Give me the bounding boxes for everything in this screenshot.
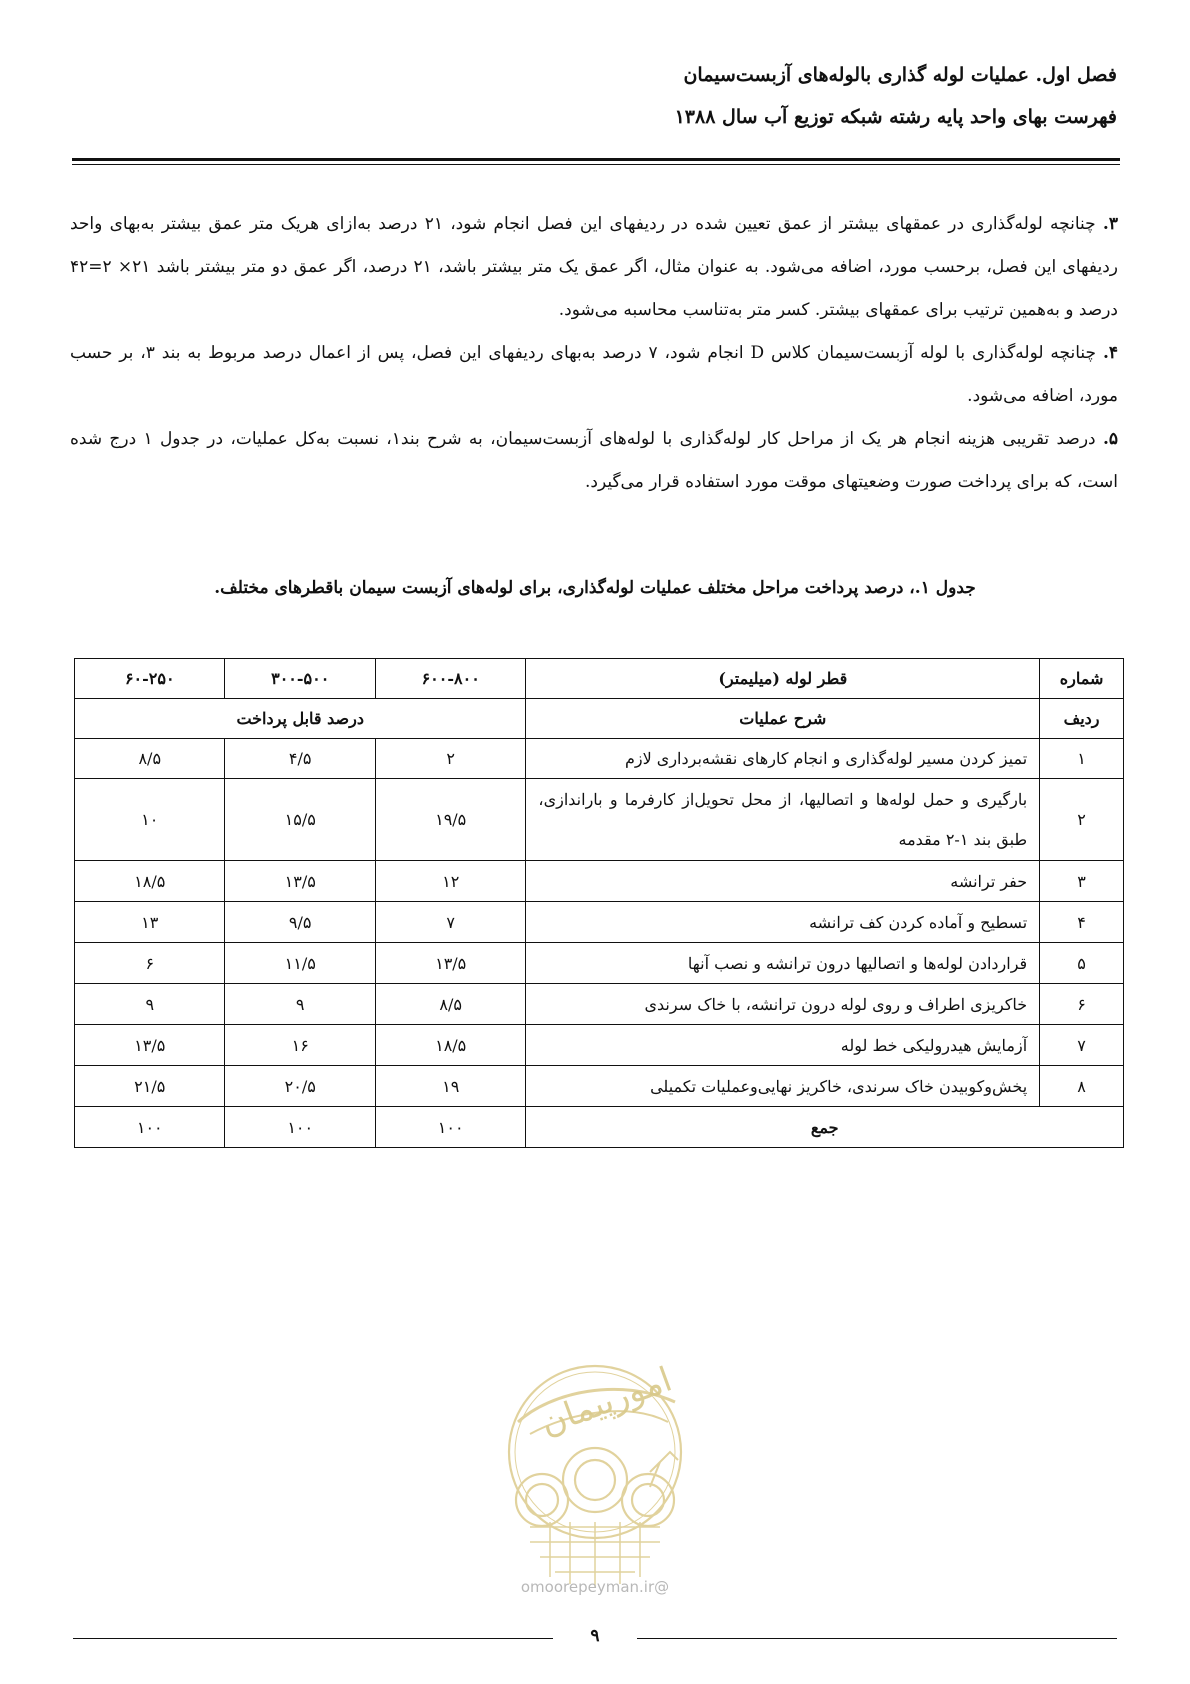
paragraph-4 [70,332,1118,418]
value-60-250: ۱۰ [75,779,225,861]
total-300-500: ۱۰۰ [225,1107,375,1148]
watermark-logo-text: امورپیمان [535,1359,678,1444]
table-row [75,984,1124,1025]
chapter-title: فصل اول. عملیات لوله گذاری بالوله‌های آزبست‌سیمان [683,64,1117,86]
table-row [75,1066,1124,1107]
operation-description: تسطیح و آماده کردن کف ترانشه [526,902,1040,943]
paragraph-number: ۳. [1102,214,1118,234]
table-row [75,1025,1124,1066]
value-600-800: ۷ [375,902,525,943]
value-300-500: ۹/۵ [225,902,375,943]
header-rule-thick [72,158,1120,161]
operation-description: آزمایش هیدرولیکی خط لوله [526,1025,1040,1066]
value-300-500: ۹ [225,984,375,1025]
value-600-800: ۱۲ [375,861,525,902]
total-600-800: ۱۰۰ [375,1107,525,1148]
value-60-250: ۸/۵ [75,739,225,779]
operation-description: خاکریزی اطراف و روی لوله درون ترانشه، با خاک سرندی [526,984,1040,1025]
footer-rule-left [73,1638,553,1639]
table-row [75,739,1124,779]
payment-percentage-table [74,658,1124,1148]
page-header [67,58,1117,134]
total-60-250: ۱۰۰ [75,1107,225,1148]
value-60-250: ۶ [75,943,225,984]
watermark-logo [500,1352,690,1602]
body-paragraphs [70,203,1118,504]
description-header: شرح عملیات [526,699,1040,739]
page-number: ۹ [590,1626,600,1646]
operation-description: بارگیری و حمل لوله‌ها و اتصالیها، از محل تحویل‌از کارفرما و باراندازی، طبق بند ۱-۲ مقدمه [526,779,1040,861]
operation-description: پخش‌وکوبیدن خاک سرندی، خاکریز نهایی‌وعملیات تکمیلی [526,1066,1040,1107]
row-number: ۳ [1040,861,1124,902]
table-header-row [75,659,1124,699]
value-300-500: ۱۶ [225,1025,375,1066]
header-rule-thin [72,164,1120,165]
table-row [75,861,1124,902]
row-number-header: شماره [1040,659,1124,699]
watermark-site: @omoorepeyman.ir [520,1578,670,1596]
value-300-500: ۲۰/۵ [225,1066,375,1107]
diameter-header: قطر لوله (میلیمتر) [526,659,1040,699]
value-600-800: ۸/۵ [375,984,525,1025]
value-60-250: ۲۱/۵ [75,1066,225,1107]
value-300-500: ۱۱/۵ [225,943,375,984]
row-number: ۱ [1040,739,1124,779]
diameter-col-600-800: ۶۰۰-۸۰۰ [375,659,525,699]
row-number: ۵ [1040,943,1124,984]
diameter-col-60-250: ۶۰-۲۵۰ [75,659,225,699]
value-60-250: ۹ [75,984,225,1025]
value-300-500: ۴/۵ [225,739,375,779]
value-60-250: ۱۸/۵ [75,861,225,902]
payable-percent-header: درصد قابل پرداخت [75,699,526,739]
value-60-250: ۱۳ [75,902,225,943]
paragraph-text: درصد تقریبی هزینه انجام هر یک از مراحل کار لوله‌گذاری با لوله‌های آزبست‌سیمان، به شرح بند۱، نسبت به‌کل عملیات، در جدول ۱ درج شده است، که برای پرداخت صورت وضعیتهای موقت مورد استفاده قرار می‌گیرد. [70,429,1118,492]
footer-rule-right [637,1638,1117,1639]
table-row [75,902,1124,943]
value-300-500: ۱۵/۵ [225,779,375,861]
value-60-250: ۱۳/۵ [75,1025,225,1066]
paragraph-text: چنانچه لوله‌گذاری در عمقهای بیشتر از عمق تعیین شده در ردیفهای این فصل انجام شود، ۲۱ درصد به‌ازای هریک متر عمق بیشتر به‌بهای واحد ردیفهای این فصل، برحسب مورد، اضافه می‌شود. به عنوان مثال، اگر عمق یک متر بیشتر باشد، ۲۱ درصد، اگر عمق دو متر بیشتر باشد ۲۱× ۲=۴۲ درصد و به‌همین ترتیب برای عمقهای بیشتر. کسر متر به‌تناسب محاسبه می‌شود. [70,214,1118,320]
row-number: ۴ [1040,902,1124,943]
value-600-800: ۱۹/۵ [375,779,525,861]
paragraph-3 [70,203,1118,332]
operation-description: تمیز کردن مسیر لوله‌گذاری و انجام کارهای نقشه‌برداری لازم [526,739,1040,779]
diameter-col-300-500: ۳۰۰-۵۰۰ [225,659,375,699]
value-300-500: ۱۳/۵ [225,861,375,902]
paragraph-text: چنانچه لوله‌گذاری با لوله آزبست‌سیمان کلاس D انجام شود، ۷ درصد به‌بهای ردیفهای این فصل، پس از اعمال درصد مربوط به بند ۳، بر حسب مورد، اضافه می‌شود. [70,343,1118,406]
paragraph-number: ۵. [1102,429,1119,449]
paragraph-5 [70,418,1118,504]
row-number: ۷ [1040,1025,1124,1066]
table-subheader-row [75,699,1124,739]
price-list-title: فهرست بهای واحد پایه رشته شبکه توزیع آب سال ۱۳۸۸ [674,106,1117,128]
value-600-800: ۱۹ [375,1066,525,1107]
table-row [75,943,1124,984]
table-caption: جدول ۱.، درصد پرداخت مراحل مختلف عملیات لوله‌گذاری، برای لوله‌های آزبست سیمان باقطرهای مختلف. [214,578,976,598]
row-number: ۸ [1040,1066,1124,1107]
value-600-800: ۱۸/۵ [375,1025,525,1066]
row-label-header: ردیف [1040,699,1124,739]
row-number: ۲ [1040,779,1124,861]
total-label: جمع [526,1107,1124,1148]
operation-description: قراردادن لوله‌ها و اتصالیها درون ترانشه و نصب آنها [526,943,1040,984]
row-number: ۶ [1040,984,1124,1025]
table-row [75,779,1124,861]
value-600-800: ۱۳/۵ [375,943,525,984]
value-600-800: ۲ [375,739,525,779]
table-total-row [75,1107,1124,1148]
operation-description: حفر ترانشه [526,861,1040,902]
paragraph-number: ۴. [1102,343,1118,363]
